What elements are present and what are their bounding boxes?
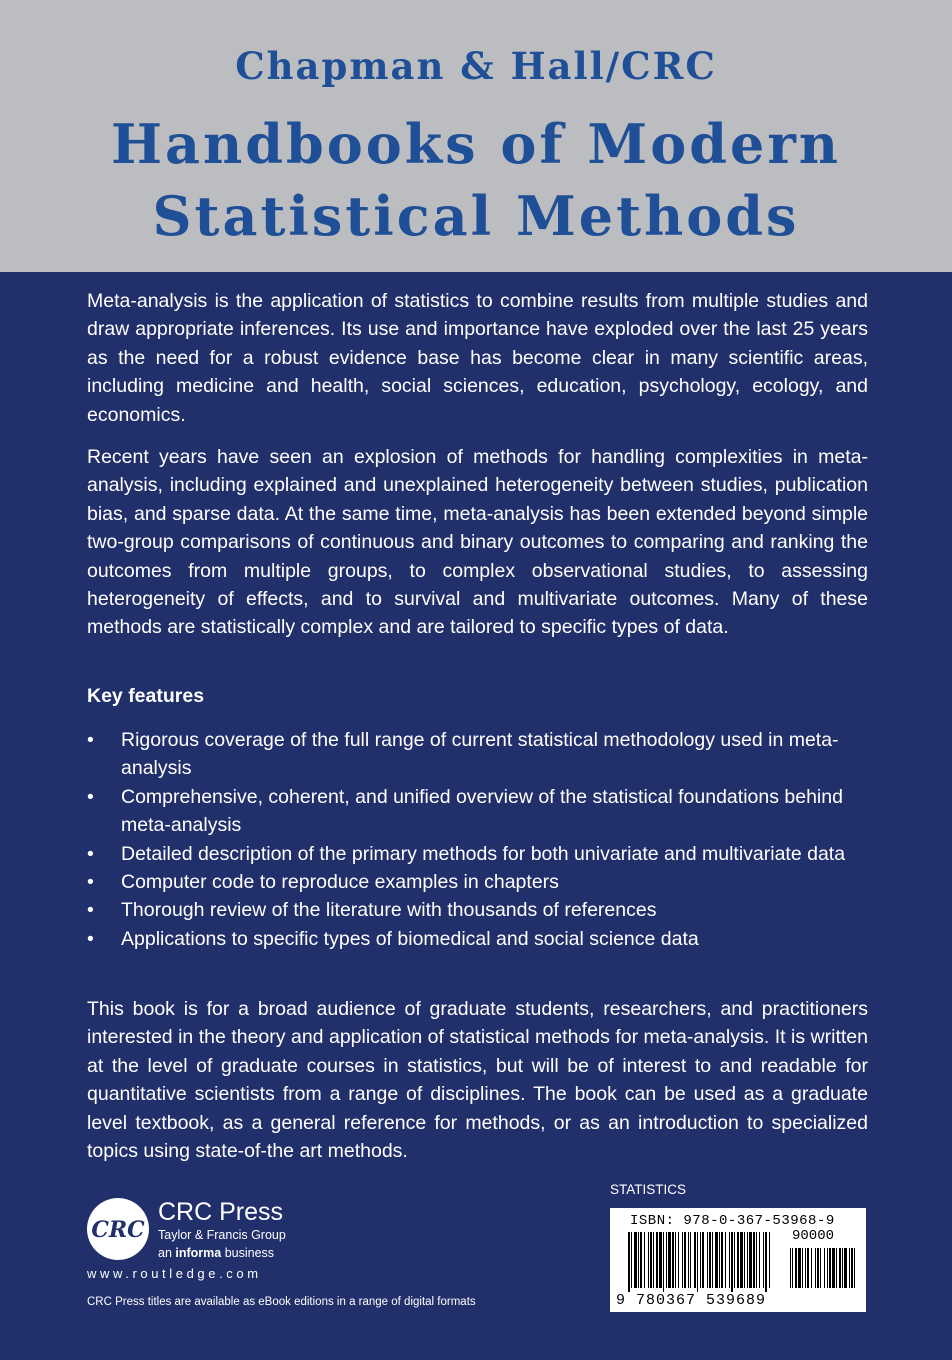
publisher-group: Taylor & Francis Group [158, 1228, 286, 1242]
barcode-bar [759, 1232, 760, 1288]
barcode-bar [675, 1232, 676, 1288]
barcode-bar [836, 1248, 837, 1288]
barcode-bar [648, 1232, 649, 1288]
barcode-bar [839, 1248, 841, 1288]
barcode-bar [721, 1232, 723, 1288]
barcode-bar [811, 1248, 812, 1288]
barcode-bar [807, 1248, 809, 1288]
bullet-icon: • [87, 842, 94, 865]
barcode-bar [650, 1232, 652, 1288]
barcode-bar [700, 1232, 701, 1288]
barcode-bar [697, 1232, 698, 1292]
barcode-bar [644, 1232, 645, 1288]
series-title [0, 108, 952, 252]
barcode-bar [684, 1232, 686, 1288]
barcode-bar [631, 1232, 632, 1288]
barcode-bar [731, 1232, 733, 1292]
barcode-bar [666, 1232, 667, 1288]
feature-text: Detailed description of the primary methods for both univariate and multivariate data [121, 842, 846, 865]
barcode-bar [798, 1248, 801, 1288]
description-paragraph-1: Meta-analysis is the application of statistics to combine results from multiple studies and draw appropriate inferences. Its use and importance have exploded over the last 25 years as the need for a robust evidence base has become clear in many scientific areas, including medicine and health, social sciences, education, psychology, ecology, and economics. [87, 290, 868, 426]
list-item [87, 726, 868, 783]
list-item [87, 896, 868, 924]
informa-brand: informa [175, 1246, 222, 1260]
barcode-bar [678, 1232, 679, 1288]
barcode-bar [640, 1232, 642, 1288]
barcode-bar [672, 1232, 674, 1288]
feature-text: Applications to specific types of biomedical and social science data [121, 927, 699, 950]
barcode-bar [769, 1232, 770, 1288]
bullet-icon: • [87, 871, 94, 894]
barcode-bar [688, 1232, 689, 1288]
barcode-bar [842, 1248, 843, 1288]
barcode-bar [829, 1248, 831, 1288]
barcode-bar [702, 1232, 704, 1288]
series-title-line-1: Handbooks of Modern [110, 112, 842, 176]
informa-line [158, 1245, 274, 1261]
feature-text: Rigorous coverage of the full range of current statistical methodology used in meta-analysis [121, 729, 839, 780]
barcode-bar [628, 1232, 630, 1292]
feature-text: Thorough review of the literature with thousands of references [121, 899, 657, 922]
key-features-heading: Key features [87, 685, 205, 707]
barcode-bar [638, 1232, 639, 1288]
barcode-bar [659, 1232, 662, 1288]
barcode-bar [682, 1232, 683, 1288]
informa-prefix: an [158, 1246, 176, 1260]
barcode-bar [744, 1232, 745, 1288]
barcode-bar [749, 1232, 752, 1288]
barcode-bar [715, 1232, 718, 1288]
bullet-icon: • [87, 729, 94, 751]
barcode-bar [790, 1248, 791, 1288]
barcode-bar [707, 1232, 708, 1288]
ebook-note: CRC Press titles are available as eBook editions in a range of digital formats [87, 1296, 476, 1308]
barcode-bar [844, 1248, 847, 1288]
description-paragraph-3: This book is for a broad audience of graduate students, researchers, and practitioners interested in the theory and application of statistical methods for meta-analysis. It is written at the level of graduate courses in statistics, but will be of interest to and readable for quantitative scientists from a range of disciplines. The book can be used as a graduate level textbook, as a general reference for methods, or as an introduction to specialized topics using state-of-the art methods. [87, 998, 868, 1163]
barcode-bar [709, 1232, 711, 1288]
feature-text: Comprehensive, coherent, and unified overview of the statistical foundations behind meta-analysis [121, 785, 843, 837]
barcode-bar [849, 1248, 850, 1288]
barcode-bar [815, 1248, 816, 1288]
barcode-bar [740, 1232, 743, 1288]
barcode-bar [824, 1248, 825, 1288]
barcode-bar [763, 1232, 764, 1288]
barcode-bar [634, 1232, 637, 1288]
barcode-bar [725, 1232, 726, 1288]
list-item [87, 925, 868, 953]
barcode-bar [729, 1232, 730, 1288]
barcode-bar [734, 1232, 735, 1288]
informa-suffix: business [221, 1246, 275, 1260]
series-title-line-2: Statistical Methods [152, 184, 800, 248]
barcode-bar [802, 1248, 803, 1288]
price-code: 90000 [792, 1228, 835, 1244]
barcode-bar [854, 1248, 855, 1288]
isbn-number: ISBN: 978-0-367-53968-9 [630, 1213, 835, 1229]
barcode-bar [747, 1232, 748, 1288]
barcode-bar [753, 1232, 755, 1288]
publisher-website: www.routledge.com [87, 1266, 262, 1281]
barcode-bar [694, 1232, 696, 1288]
barcode-bar [712, 1232, 713, 1288]
barcode-bar [653, 1232, 654, 1288]
bullet-icon: • [87, 785, 94, 808]
barcode-bar [820, 1248, 821, 1288]
feature-text: Computer code to reproduce examples in chapters [121, 871, 559, 894]
bullet-icon: • [87, 927, 94, 950]
barcode-bar [795, 1248, 797, 1288]
barcode-bar [765, 1232, 767, 1292]
barcode-bar [817, 1248, 819, 1288]
barcode-bar [792, 1248, 793, 1288]
barcode-bar [663, 1232, 664, 1292]
series-publisher: Chapman & Hall/CRC [235, 44, 717, 88]
subject-category: STATISTICS [610, 1182, 687, 1197]
bullet-icon: • [87, 899, 94, 922]
description-paragraph-2: Recent years have seen an explosion of methods for handling complexities in meta-analysis, including explained and unexplained heterogeneity between studies, publication bias, and sparse data. At the same time, meta-analysis has been extended beyond simple two-group comparisons of continuous and binary outcomes to comparing and ranking the outcomes from multiple groups, to complex observational studies, to assessing heterogeneity of effects, and to survival and multivariate outcomes. Many of these methods are statistically complex and are tailored to specific types of data. [87, 446, 868, 639]
publisher-name: CRC Press [158, 1198, 284, 1226]
barcode-bar [756, 1232, 757, 1288]
barcode-bar [719, 1232, 720, 1288]
isbn-barcode [610, 1208, 866, 1312]
barcode-bar [805, 1248, 806, 1288]
key-features-list [87, 726, 868, 953]
logo-mark-text: CRC [91, 1217, 145, 1243]
barcode-digits: 9 780367 539689 [616, 1292, 767, 1309]
barcode-bar [668, 1232, 671, 1288]
crc-press-logo-icon [86, 1197, 150, 1261]
barcode-bar [851, 1248, 853, 1288]
barcode-bar [737, 1232, 739, 1288]
barcode-bar [827, 1248, 828, 1288]
list-item [87, 840, 868, 868]
barcode-bar [656, 1232, 658, 1288]
list-item [87, 783, 868, 840]
list-item [87, 868, 868, 896]
series-header-band [0, 0, 952, 272]
barcode-bar [690, 1232, 691, 1288]
barcode-bar [832, 1248, 835, 1288]
